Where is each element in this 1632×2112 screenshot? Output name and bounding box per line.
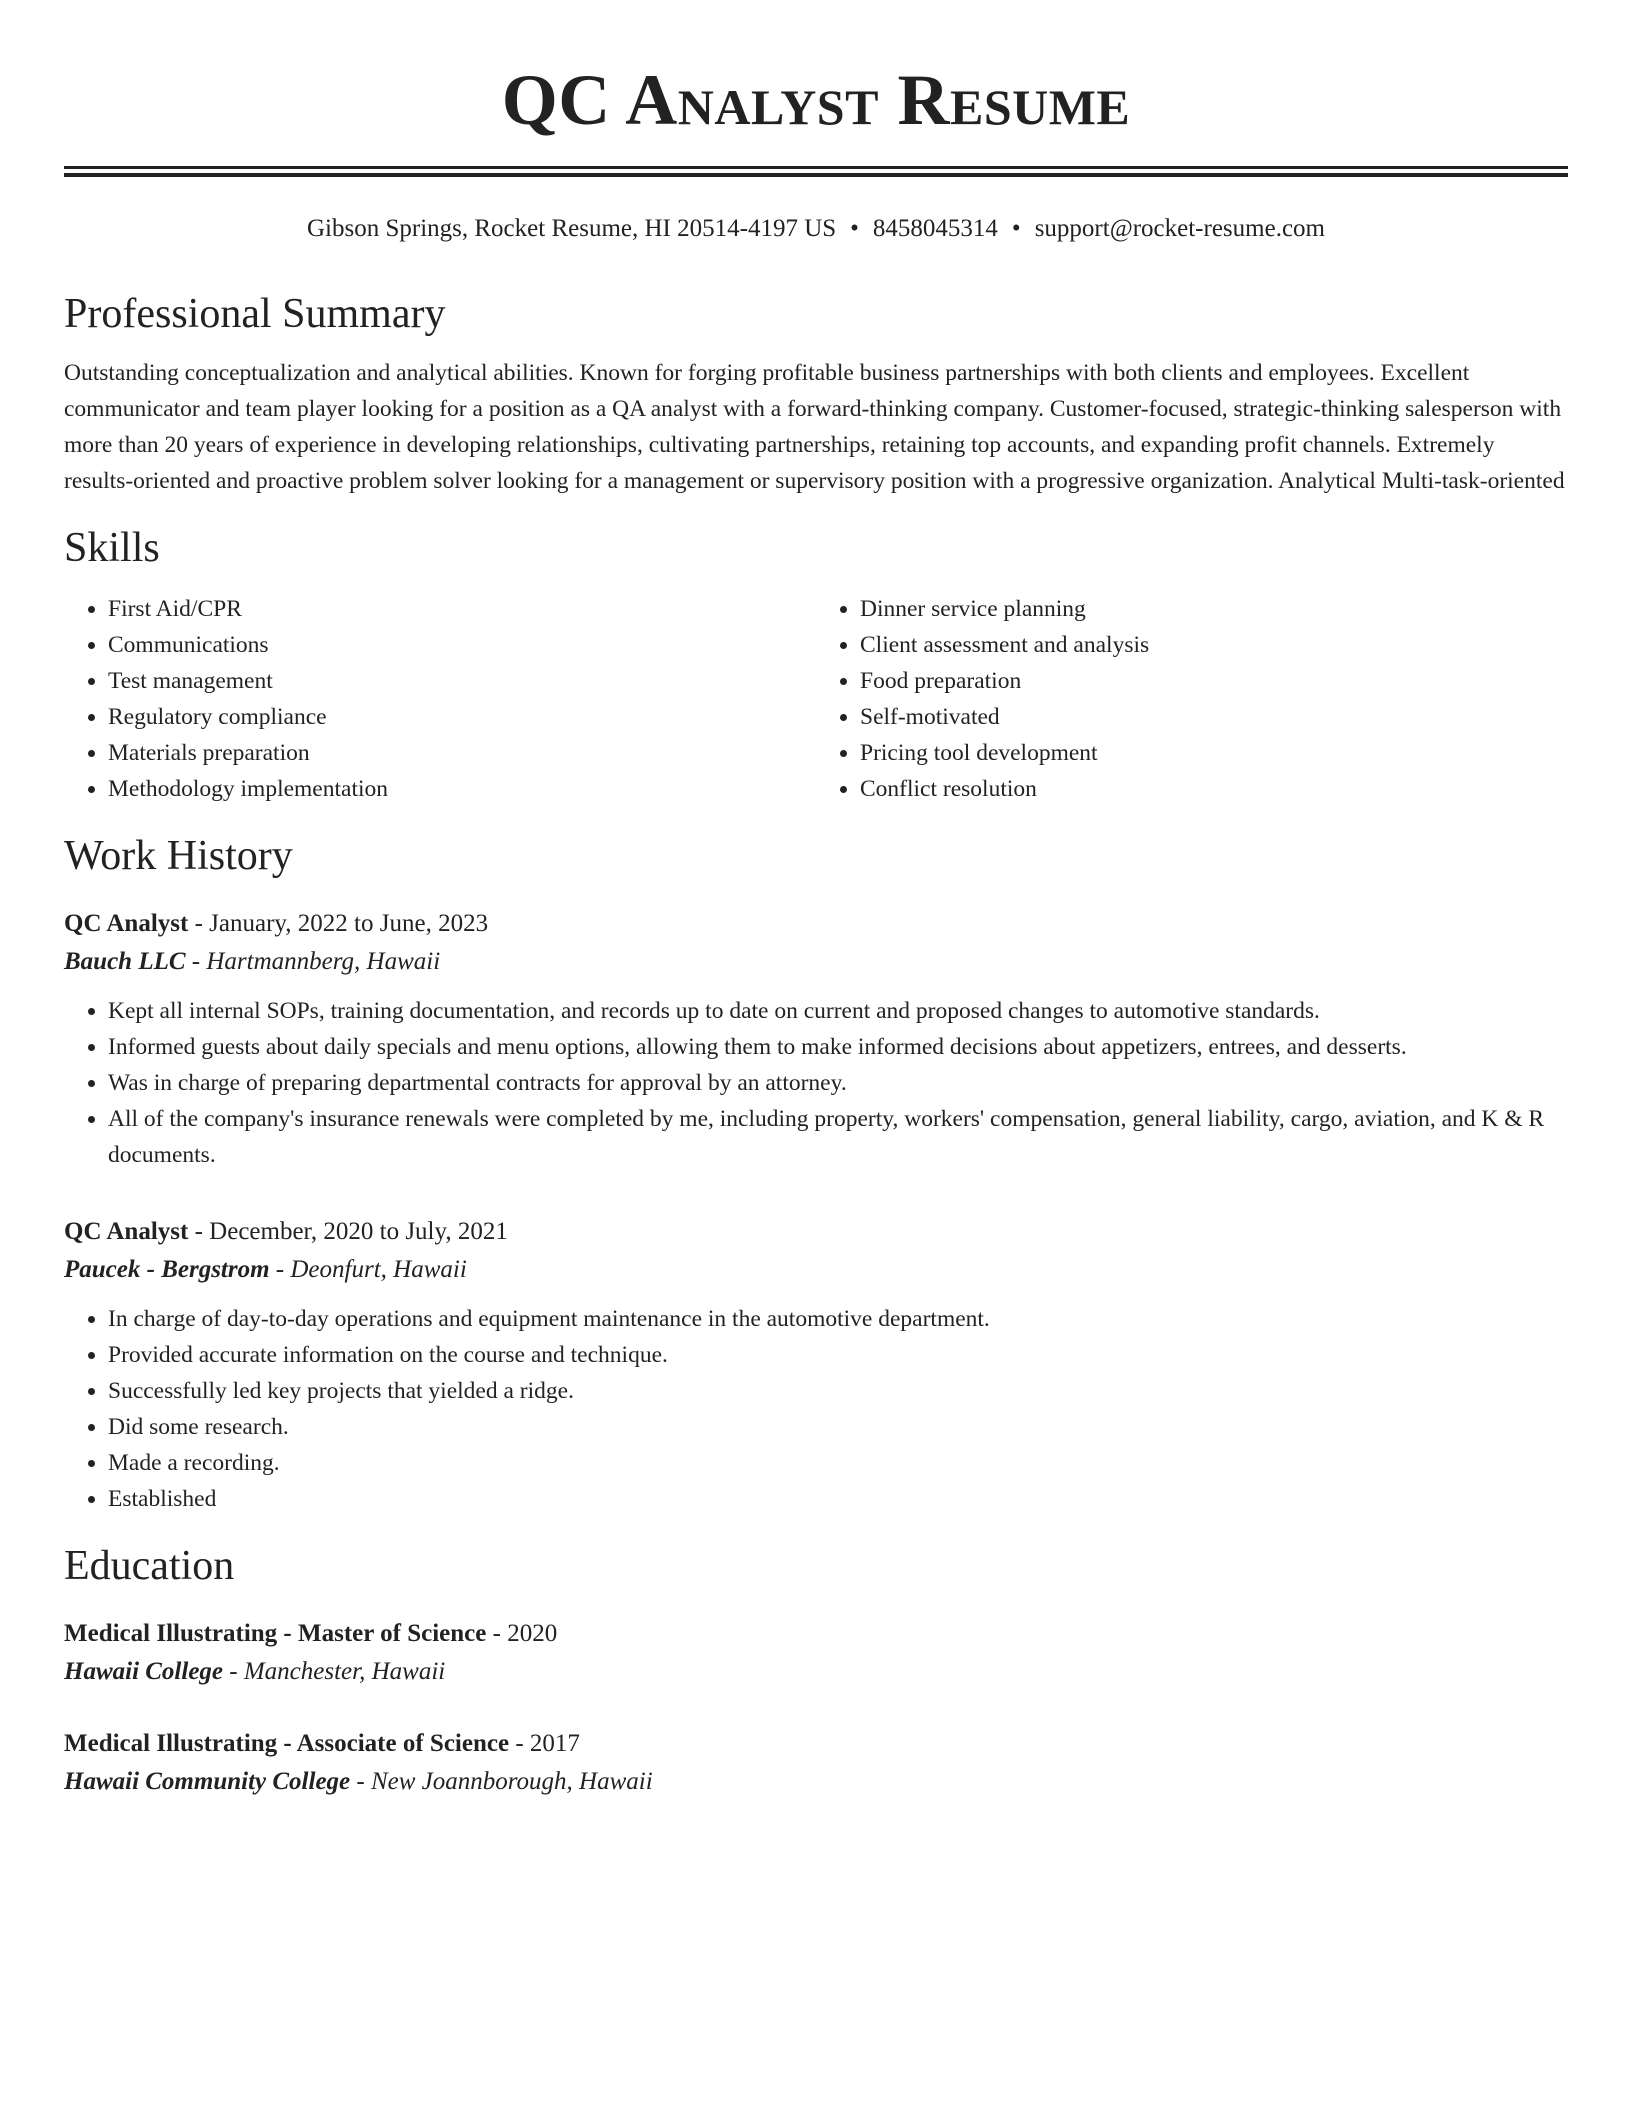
job-location: - Deonfurt, Hawaii [269,1256,467,1283]
summary-heading: Professional Summary [64,291,446,337]
skills-column-left [64,591,816,807]
skill-item: • Dinner service planning [860,591,1568,627]
education-header [64,1725,1568,1763]
title-divider [64,166,1568,177]
job-duty-item: • Successfully led key projects that yielded a ridge. [108,1373,1568,1409]
job-entry [64,905,1568,1173]
work-history-heading: Work History [64,833,293,879]
resume-title: QC Analyst Resume [501,60,1131,140]
education-degree: Medical Illustrating - Master of Science [64,1620,487,1647]
job-duty-item: • In charge of day-to-day operations and equipment maintenance in the automotive department. [108,1301,1568,1337]
education-entry [64,1615,1568,1691]
job-header [64,1213,1568,1251]
skill-item: • Regulatory compliance [108,699,816,735]
education-heading: Education [64,1543,235,1589]
job-dates: - December, 2020 to July, 2021 [188,1218,508,1245]
job-duty-item: • Kept all internal SOPs, training documentation, and records up to date on current and proposed changes to automotive standards. [108,993,1568,1029]
skill-item: • Client assessment and analysis [860,627,1568,663]
education-entry [64,1725,1568,1801]
skill-item: • Materials preparation [108,735,816,771]
skill-item: • Pricing tool development [860,735,1568,771]
job-role: QC Analyst [64,1218,189,1245]
education-location: - Manchester, Hawaii [223,1658,446,1685]
job-duty-item: • Informed guests about daily specials and menu options, allowing them to make informed decisions about appetizers, entrees, and desserts. [108,1029,1568,1065]
job-company: Paucek - Bergstrom [64,1256,270,1283]
job-duty-item: • Made a recording. [108,1445,1568,1481]
job-role: QC Analyst [64,910,189,937]
education-school: Hawaii Community College [64,1768,351,1795]
job-duties [64,1301,1568,1517]
job-dates: - January, 2022 to June, 2023 [188,910,489,937]
skill-item: • Conflict resolution [860,771,1568,807]
job-duties [64,993,1568,1173]
skill-item: • Self-motivated [860,699,1568,735]
education-institution [64,1763,1568,1801]
summary-text: Outstanding conceptualization and analytical abilities. Known for forging profitable business partnerships with both clients and employees. Excellent communicator and team player looking for a position as a QA analyst with a forward-thinking company. Customer-focused, strategic-thinking salesperson with more than 20 years of experience in developing relationships, cultivating partnerships, retaining top accounts, and expanding profit channels. Extremely results-oriented and proactive problem solver looking for a management or supervisory position with a progressive organization. Analytical Multi-task-oriented [64,360,1565,494]
skill-item: • Test management [108,663,816,699]
contact-line [64,213,1568,245]
education-location: - New Joannborough, Hawaii [350,1768,653,1795]
job-duty-item: • Was in charge of preparing departmental contracts for approval by an attorney. [108,1065,1568,1101]
job-header [64,905,1568,943]
skill-item: • Food preparation [860,663,1568,699]
skill-item: • Methodology implementation [108,771,816,807]
job-location: - Hartmannberg, Hawaii [185,948,441,975]
education-institution [64,1653,1568,1691]
job-duty-item: • Provided accurate information on the course and technique. [108,1337,1568,1373]
skills-list [64,591,1568,807]
job-employer [64,1251,1568,1289]
job-company: Bauch LLC [64,948,186,975]
job-entry [64,1213,1568,1517]
contact-email: support@rocket-resume.com [1034,215,1325,242]
education-degree: Medical Illustrating - Associate of Science [64,1730,510,1757]
education-year: - 2017 [509,1730,580,1757]
skills-heading: Skills [64,525,160,571]
job-duty-item: • All of the company's insurance renewals were completed by me, including property, workers' compensation, general liability, cargo, aviation, and K & R documents. [108,1101,1568,1173]
education-header [64,1615,1568,1653]
job-duty-item: • Established [108,1481,1568,1517]
skills-column-right [816,591,1568,807]
job-duty-item: • Did some research. [108,1409,1568,1445]
education-school: Hawaii College [64,1658,224,1685]
contact-address: Gibson Springs, Rocket Resume, HI 20514-4197 US [307,215,837,242]
education-year: - 2020 [486,1620,558,1647]
skill-item: • Communications [108,627,816,663]
skill-item: • First Aid/CPR [108,591,816,627]
job-employer [64,943,1568,981]
contact-separator: • [850,215,859,242]
contact-separator: • [1011,215,1021,242]
contact-phone: 8458045314 [872,215,998,242]
